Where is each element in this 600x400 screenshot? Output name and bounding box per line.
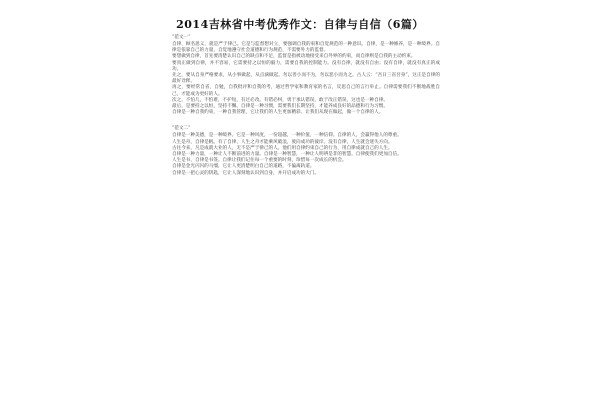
section-gap [172, 116, 440, 124]
section-label-1: “范文一” [172, 35, 191, 40]
document-title: 2014吉林省中考优秀作文：自律与自信（6篇） [176, 18, 424, 31]
paragraph: 要真正做到自律，并不容易，它需要持之以恒的毅力，需要自我的控制能力。没有自律，就没有自由；没有自律，就没有真正的成功。 [172, 60, 440, 72]
paragraph: 自律是一把心灵的钥匙，它让人深刻地认识到自身，并开启成功的大门。 [172, 170, 320, 176]
paragraph: 自律是一种自我约束，一种自我管理，它让我们的人生更加精彩。让我们从现在做起，做一个自律的人。 [172, 110, 384, 116]
paragraph: 先之，要从自身严格要求，从小事做起，从点滴做起。勿以善小而不为，勿以恶小而为之。古人云：“吾日三省吾身”，这正是自律的最好诠释。 [172, 73, 440, 85]
paragraph: 要想做到自律，首先要清楚认识自己的缺点和不足，监督是指被动地接受来自外界的约束，而自律则是自我的主动约束。 [172, 54, 416, 60]
paragraph: 人生是书，自律是书签。自律让我们记住每一个重要的时刻，珍惜每一次成长的机会。 [172, 158, 347, 164]
paragraph: 自律是一种美德，是一种境界。它是一种风度，一份超越，一种价值，一种信仰。自律的人，会赢得他人的尊重。 [172, 133, 402, 139]
paragraph: 自律是一种力量，一种让人不断前进的力量。自律是一种智慧，一种让人明辨是非的智慧。自律使我们更加自信。 [172, 152, 402, 158]
paragraph: 最后，是要持之以恒，坚持不懈。自律是一种习惯，需要我们长期坚持，才能养成良好的品德和行为习惯。 [172, 104, 388, 110]
paragraph: 人生是舟，自律是帆。有了自律，人生之舟才能乘风破浪，驶向成功的彼岸。没有自律，人生就会迷失方向。 [172, 139, 393, 145]
paragraph: 次之，不怕几，不怕难，不护短，有过必改。有错必纠，勇于承认错误，敢于改正错误，这也是一种自律。 [172, 97, 388, 103]
paragraph: 自律是金光闪闪的马缰，它让人更清楚明白自己的道路，不偏离轨道。 [172, 164, 315, 170]
paragraph: 古往今来，凡是成就大业的人，无不是严于律己的人。他们用自律约束自己的行为，用自律成就自己的人生。 [172, 145, 393, 151]
paragraph: 自律，顾名思义，就是严于律己。它是与监督想对立，要强调自我的束和自觉规范的一种意识。自律，是一种修养，是一种境界。自律是依靠自己的力量，自觉地遵守社会道德和行为规范，不需要外力的监督。 [172, 42, 440, 54]
paragraph: 再之，要经常自省，自勉，自我批评和自我的考，通过哲学家和教育家的名言，反思自己的言行举止。自律需要我们不断地战胜自己，才能成为更好的人。 [172, 85, 440, 97]
document-body [172, 33, 440, 177]
section-label-2: “范文二” [172, 126, 191, 132]
